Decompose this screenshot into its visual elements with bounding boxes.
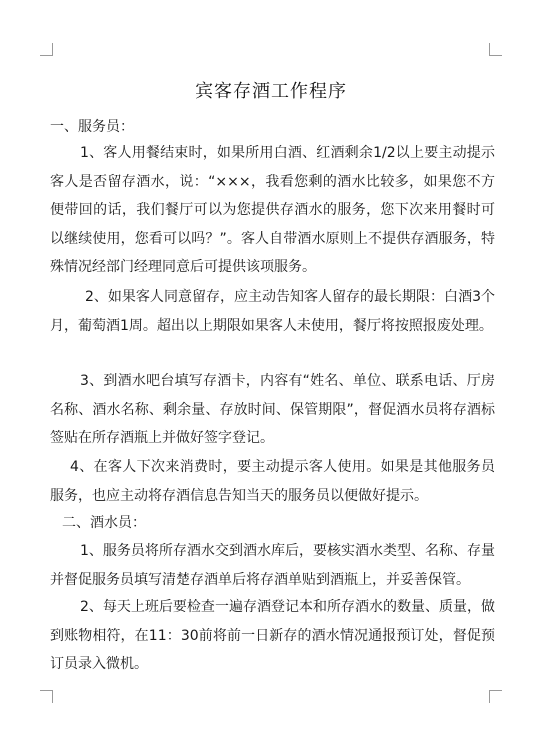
section-heading-waiter: 一、服务员： — [50, 119, 134, 135]
crop-mark-bottom-right — [489, 690, 502, 703]
document-title: 宾客存酒工作程序 — [195, 81, 347, 102]
section-heading-bartender: 二、酒水员： — [62, 515, 146, 531]
paragraph-waiter-2: 2、如果客人同意留存，应主动告知客人留存的最长期限：白酒3个月，葡萄酒1周。超出以上期限如果客人未使用，餐厅将按照报废处理。 — [50, 289, 495, 334]
crop-mark-bottom-left — [40, 690, 53, 703]
crop-mark-top-right — [489, 43, 502, 56]
paragraph-waiter-3: 3、到酒水吧台填写存酒卡，内容有“姓名、单位、联系电话、厅房名称、酒水名称、剩余量、存放时间、保管期限”，督促酒水员将存酒标签贴在所存酒瓶上并做好签字登记。 — [50, 373, 495, 446]
paragraph-waiter-4: 4、在客人下次来消费时，要主动提示客人使用。如果是其他服务员服务，也应主动将存酒信息告知当天的服务员以便做好提示。 — [50, 459, 495, 504]
paragraph-bartender-2: 2、每天上班后要检查一遍存酒登记本和所存酒水的数量、质量，做到账物相符，在11：30前将前一日新存的酒水情况通报预订处，督促预订员录入微机。 — [50, 599, 495, 672]
paragraph-bartender-1: 1、服务员将所存酒水交到酒水库后，要核实酒水类型、名称、存量并督促服务员填写清楚存酒单后将存酒单贴到酒瓶上，并妥善保管。 — [50, 543, 495, 588]
crop-mark-top-left — [40, 43, 53, 56]
paragraph-waiter-1: 1、客人用餐结束时，如果所用白酒、红酒剩余1/2以上要主动提示客人是否留存酒水，说：“×××，我看您剩的酒水比较多，如果您不方便带回的话，我们餐厅可以为您提供存酒水的服务，您下次来用餐时可以继续使用，您看可以吗？”。客人自带酒水原则上不提供存酒服务，特殊情况经部门经理同意后可提供该项服务。 — [50, 145, 495, 275]
